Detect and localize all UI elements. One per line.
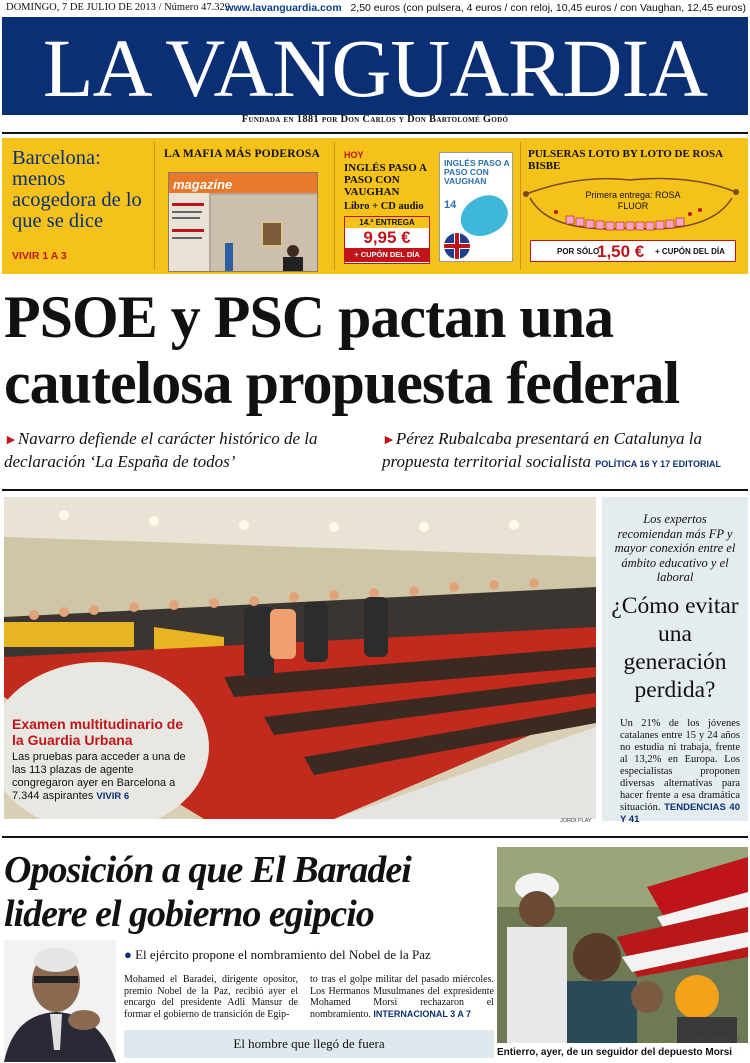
founded-line: Fundada en 1881 por Don Carlos y Don Bartolomé Godó — [241, 114, 509, 125]
promo-magazine-kicker[interactable]: LA MAFIA MÁS PODEROSA — [164, 148, 320, 160]
vaughan-price: 9,95 € — [363, 228, 411, 247]
exam-caption-text: Las pruebas para acceder a una de las 113 plazas de agente congregaron ayer en Barcelona a 7.344 aspirantes — [12, 751, 186, 802]
book-title: INGLÉS PASO A PASO CON VAUGHAN — [444, 158, 510, 186]
exam-caption-body — [12, 751, 186, 803]
elbaradei-portrait — [4, 940, 116, 1062]
date-issue: DOMINGO, 7 DE JULIO DE 2013 / Número 47.329 — [6, 2, 230, 13]
pulseras-price-box[interactable] — [530, 240, 736, 262]
promo-pulseras-title[interactable]: PULSERAS LOTO BY LOTO DE ROSA BISBE — [528, 148, 723, 172]
promo-divider — [334, 142, 335, 270]
side-body — [620, 718, 740, 826]
photo-credit: JORDI PLAY — [560, 818, 592, 824]
egypt-headline[interactable]: Oposición a que El Baradei lidere el gobierno egipcio — [4, 849, 411, 935]
book-number: 14 — [444, 199, 457, 211]
uk-flag-icon — [444, 233, 470, 259]
top-line — [6, 2, 746, 16]
lead-deck-right — [382, 428, 748, 475]
vaughan-cupon: + CUPÓN DEL DÍA — [345, 248, 429, 262]
arrow-right-icon: ► — [4, 433, 18, 448]
funeral-photo-caption: Entierro, ayer, de un seguidor del depuesto Morsi — [497, 1047, 733, 1058]
bullet-icon: ● — [124, 947, 132, 962]
magazine-cover-image[interactable] — [168, 172, 318, 272]
exam-caption — [12, 716, 186, 803]
egypt-related-story[interactable]: El hombre que llegó de fuera — [124, 1030, 494, 1058]
pulseras-cupon: + CUPÓN DEL DÍA — [655, 247, 725, 256]
vaughan-book-image[interactable] — [439, 152, 513, 262]
side-link[interactable]: TENDENCIAS 40 Y 41 — [620, 802, 740, 825]
egypt-body-col2-text: to tras el golpe militar del pasado miércoles. Los Hermanos Musulmanes del expresidente Mohamed Morsi rechazaron el nombramiento. — [310, 974, 494, 1020]
lead-deck-right-text: Pérez Rubalcaba presentará en Catalunya la propuesta territorial socialista — [382, 429, 702, 471]
egypt-deck-text: El ejército propone el nombramiento del Nobel de la Paz — [135, 947, 431, 962]
lead-headline[interactable]: PSOE y PSC pactan una cautelosa propuesta federal — [4, 284, 680, 416]
side-kicker: Los expertos recomiendan más FP y mayor conexión entre el ámbito educativo y el laboral — [614, 512, 736, 584]
promo-divider — [154, 142, 155, 270]
arrow-right-icon: ► — [382, 433, 396, 448]
egypt-body-col1: Mohamed el Baradei, dirigente opositor, premio Nobel de la Paz, recibió ayer el encargo del presidente Adli Mansur de formar el gobierno de transición de Egip- — [124, 974, 298, 1020]
section-rule — [2, 836, 748, 838]
lead-deck-left — [4, 428, 354, 472]
promo-vaughan-price-box[interactable] — [344, 216, 430, 264]
section-rule — [2, 489, 748, 491]
lead-sections-link[interactable]: POLÍTICA 16 Y 17 EDITORIAL — [595, 459, 721, 469]
promo-barcelona-title[interactable]: Barcelona: menos acogedora de lo que se dice — [12, 147, 142, 232]
side-body-text: Un 21% de los jóvenes catalanes entre 15 y 24 años no estudia ni trabaja, frente al 13,2% en Europa. Los especialistas proponen diversas alternativas para hacer frente a esa dramática situación. — [620, 718, 740, 813]
promo-vaughan-sub: Libro + CD audio — [344, 201, 424, 212]
masthead-rule — [2, 132, 748, 134]
egypt-body-col2 — [310, 974, 494, 1020]
exam-link[interactable]: VIVIR 6 — [96, 791, 130, 802]
pulseras-price: 1,50 € — [597, 242, 645, 261]
exam-caption-title[interactable]: Examen multitudinario de la Guardia Urbana — [12, 716, 184, 748]
url-prices — [225, 2, 746, 14]
vaughan-entrega: 14.ª ENTREGA — [345, 217, 429, 228]
funeral-photo-credit: KHALIL HAMRA / AP — [692, 1038, 739, 1044]
promo-barcelona-link[interactable]: VIVIR 1 A 3 — [12, 250, 67, 262]
site-url[interactable]: www.lavanguardia.com — [225, 2, 342, 14]
magazine-label: magazine — [173, 177, 233, 192]
pulseras-por-solo: POR SÓLO — [557, 247, 600, 256]
masthead-title[interactable]: LA VANGUARDIA — [42, 22, 708, 114]
egypt-link[interactable]: INTERNACIONAL 3 A 7 — [373, 1008, 472, 1019]
side-title[interactable]: ¿Cómo evitar una generación perdida? — [611, 593, 739, 703]
egypt-deck — [124, 947, 494, 962]
promo-vaughan-hoy: HOY — [344, 150, 364, 160]
cover-prices: 2,50 euros (con pulsera, 4 euros / con reloj, 10,45 euros / con Vaughan, 12,45 euros) — [350, 2, 746, 14]
funeral-photo[interactable] — [497, 847, 748, 1043]
promo-vaughan-title[interactable]: INGLÉS PASO A PASO CON VAUGHAN — [344, 162, 427, 198]
lead-deck-left-text: Navarro defiende el carácter histórico de la declaración ‘La España de todos’ — [4, 429, 318, 471]
pulseras-first-delivery: Primera entrega: ROSA FLUOR — [585, 190, 681, 211]
